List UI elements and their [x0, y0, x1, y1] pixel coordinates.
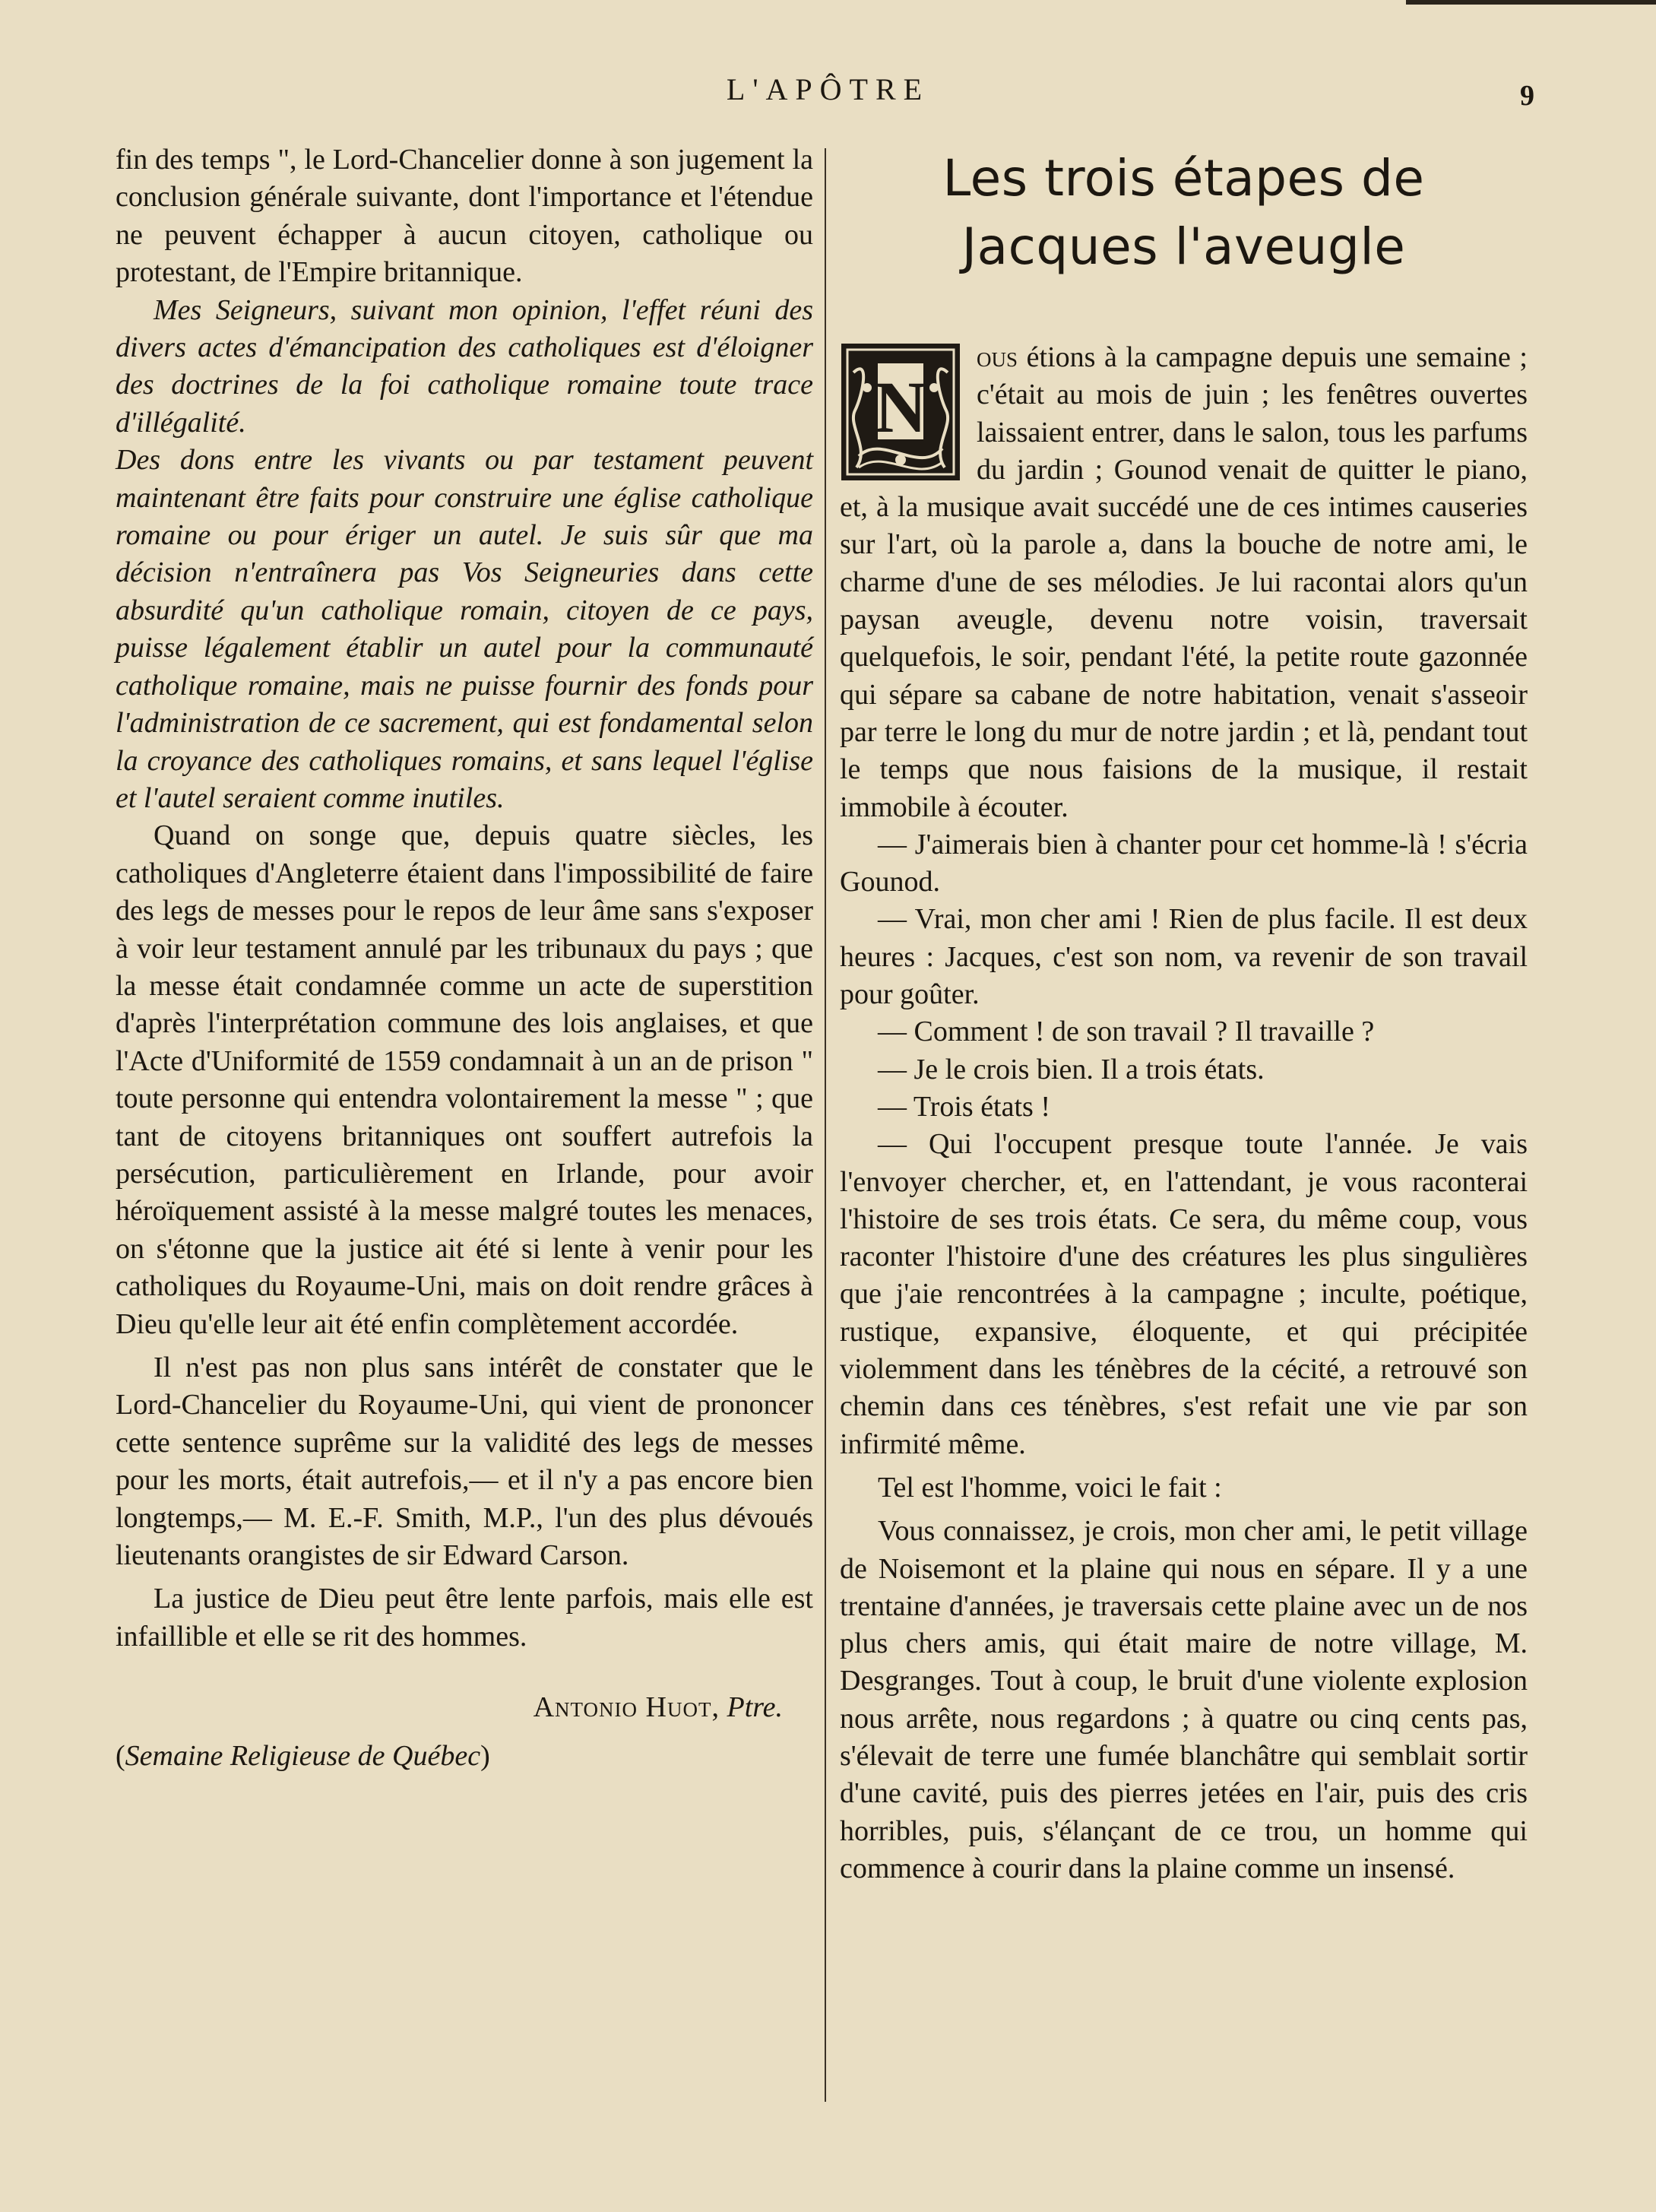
dialogue-line: — Trois états ! — [878, 1090, 1050, 1123]
dialogue-line: — J'aimerais bien à chanter pour cet homme-là ! s'écria Gounod. — [840, 828, 1528, 898]
running-title: L'APÔTRE — [726, 72, 930, 106]
right-paragraph-transition: Tel est l'homme, voici le fait : — [878, 1471, 1222, 1504]
dropcap-letter: N — [874, 366, 927, 448]
left-paragraph-4: Quand on songe que, depuis quatre siècles, les catholiques d'Angleterre étaient dans l'impossibilité de faire des legs de messes pour le repos de leur âme sans s'exposer à voir leur testament annulé par les tribunaux du pays ; que la messe était condamnée comme un acte de superstition d'après l'interprétation commune des lois anglaises, et que l'Acte d'Uniformité de 1559 condamnait à un an de prison " toute personne qui entendra volontairement la messe " ; que tant de citoyens britanniques ont souffert autrefois la persécution, particulièrement en Irlande, pour avoir héroïquement assisté à la messe malgré toutes les menaces, on s'étonne que la justice ait été si lente à venir pour les catholiques du Royaume-Uni, mais on doit rendre grâces à Dieu qu'elle leur ait été enfin complètement accordée. — [116, 819, 813, 1340]
left-column — [116, 141, 813, 1775]
signature-title: Ptre. — [727, 1691, 783, 1724]
ornamental-initial-icon — [840, 342, 961, 482]
left-paragraph-6: La justice de Dieu peut être lente parfois, mais elle est infaillible et elle se rit des hommes. — [116, 1583, 813, 1653]
quote-text: Des dons entre les vivants ou par testament peuvent maintenant être faits pour construire une église catholique romaine ou pour ériger un autel. Je suis sûr que ma décision n'entraînera pas Vos Seigneuries dans cette absurdité qu'un catholique romain, citoyen de ce pays, puisse légalement établir un autel pour la communauté catholique romaine, mais ne puisse fournir des fonds pour l'administration de ce sacrement, qui est fondamental selon la croyance des catholiques romains, et sans lequel l'église et l'autel seraient comme inutiles. — [116, 444, 813, 814]
left-paragraph-3 — [116, 442, 813, 817]
source-citation: (Semaine Religieuse de Québec) — [116, 1739, 490, 1772]
signature-name: Antonio Huot, — [533, 1691, 720, 1724]
left-paragraph-2 — [116, 292, 813, 442]
dialogue-line: — Vrai, mon cher ami ! Rien de plus facile. Il est deux heures : Jacques, c'est son nom, va revenir de son travail pour goûter. — [840, 903, 1528, 1011]
dialogue-line: — Comment ! de son travail ? Il travaille ? — [878, 1016, 1375, 1048]
dialogue-line: — Je le crois bien. Il a trois états. — [878, 1053, 1265, 1085]
left-paragraph-1: fin des temps ", le Lord-Chancelier donne à son jugement la conclusion générale suivante, dont l'importance et l'étendue ne peuvent échapper à aucun citoyen, catholique ou protestant, de l'Empire britannique. — [116, 144, 813, 289]
right-column — [840, 339, 1528, 1887]
right-paragraph-narrative: Vous connaissez, je crois, mon cher ami, le petit village de Noisemont et la plaine qui nous en sépare. Il y a une trentaine d'années, je traversais cette plaine avec un de nos plus chers amis, qui était maire de notre village, M. Desgranges. Tout à coup, le bruit d'une violente explosion nous arrête, nous regardons ; à quatre ou cinq cents pas, s'élevait de terre une fumée blanchâtre qui semblait sortir d'une cavité, puis des pierres jetées en l'air, puis des cris horribles, puis, s'élançant de ce trou, un homme qui commence à courir dans la plaine comme un insensé. — [840, 1515, 1528, 1884]
opening-text: étions à la campagne depuis une semaine ; c'était au mois de juin ; les fenêtres ouvertes laissaient entrer, dans le salon, tous les parfums du jardin ; Gounod venait de quitter le piano, et, à la musique avait succédé une de ces intimes causeries sur l'art, où la parole a, dans la bouche de notre ami, le charme d'une de ses mélodies. Je lui racontai alors qu'un paysan aveugle, devenu notre voisin, traversait quelquefois, le soir, pendant l'été, la petite route gazonnée qui sépare sa cabane de notre habitation, venait s'asseoir par terre le long du mur de notre jardin ; et là, pendant tout le temps que nous faisions de la musique, il restait immobile à écouter. — [840, 341, 1528, 823]
article-title: Les trois étapes de Jacques l'aveugle — [942, 149, 1425, 276]
left-paragraph-5: Il n'est pas non plus sans intérêt de constater que le Lord-Chancelier du Royaume-Uni, qui vient de prononcer cette sentence suprême sur la validité des legs de messes pour les morts, était autrefois,— et il n'y a pas encore bien longtemps,— M. E.-F. Smith, M.P., l'un des plus dévoués lieutenants orangistes de sir Edward Carson. — [116, 1352, 813, 1572]
page-number: 9 — [1520, 80, 1534, 112]
right-paragraph-1 — [840, 339, 1528, 826]
dialogue-line: — Qui l'occupent presque toute l'année. Je vais l'envoyer chercher, et, en l'attendant, je vous raconterai l'histoire de ses trois états. Ce sera, du même coup, vous raconter l'histoire d'une des créatures les plus singulières que j'aie rencontrées à la campagne ; inculte, poétique, rustique, expansive, éloquente, et qui précipitée violemment dans les ténèbres de la cécité, a retrouvé son chemin dans ces ténèbres, s'est refait une vie par son infirmité même. — [840, 1128, 1528, 1460]
column-divider — [825, 148, 826, 2102]
signature — [116, 1689, 813, 1726]
top-edge-rule — [1406, 0, 1656, 5]
source-name: Semaine Religieuse de Québec — [125, 1739, 481, 1772]
dropcap-ornament — [840, 342, 961, 482]
first-word-rest: ous — [977, 341, 1018, 373]
quote-text: Mes Seigneurs, suivant mon opinion, l'effet réuni des divers actes d'émancipation des catholiques est d'éloigner des doctrines de la foi catholique romaine toute trace d'illégalité. — [116, 293, 813, 439]
